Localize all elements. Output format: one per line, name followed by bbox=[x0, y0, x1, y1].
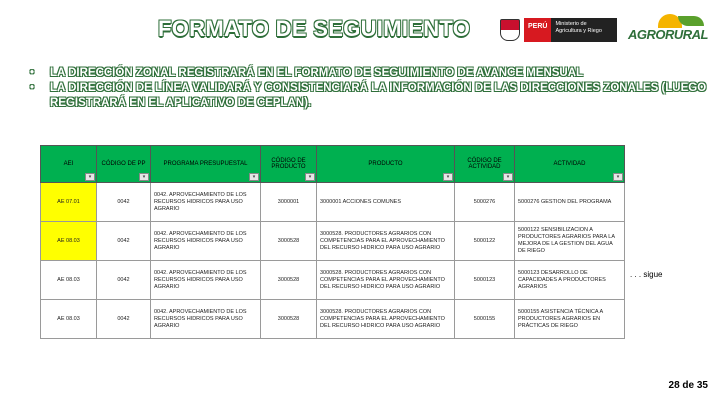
header-label: PROGRAMA PRESUPUESTAL bbox=[163, 161, 248, 167]
header-producto[interactable] bbox=[317, 146, 455, 183]
header-label: ACTIVIDAD bbox=[553, 161, 586, 167]
agrorural-logo bbox=[628, 14, 708, 44]
cell-aei[interactable]: AE 08.03 bbox=[41, 300, 97, 339]
header-label: PRODUCTO bbox=[368, 161, 403, 167]
cell-codigo-producto[interactable]: 3000528 bbox=[261, 261, 317, 300]
cell-codigo-pp[interactable]: 0042 bbox=[97, 300, 151, 339]
header-aei[interactable] bbox=[41, 146, 97, 183]
cell-programa[interactable]: 0042. APROVECHAMIENTO DE LOS RECURSOS HIDRICOS PARA USO AGRARIO bbox=[151, 222, 261, 261]
cell-programa[interactable]: 0042. APROVECHAMIENTO DE LOS RECURSOS HIDRICOS PARA USO AGRARIO bbox=[151, 183, 261, 222]
cell-codigo-actividad[interactable]: 5000123 bbox=[455, 261, 515, 300]
page-number: 28 de 35 bbox=[668, 380, 708, 391]
table-row bbox=[41, 261, 625, 300]
filter-dropdown-icon[interactable]: ▾ bbox=[443, 173, 453, 181]
bullet-icon: • bbox=[30, 67, 35, 79]
filter-dropdown-icon[interactable]: ▾ bbox=[85, 173, 95, 181]
table-row bbox=[41, 300, 625, 339]
table-header-row bbox=[41, 146, 625, 183]
cell-codigo-producto[interactable]: 3000528 bbox=[261, 222, 317, 261]
header-label: CÓDIGO DE ACTIVIDAD bbox=[467, 158, 502, 170]
cell-producto[interactable]: 3000528. PRODUCTORES AGRARIOS CON COMPETENCIAS PARA EL APROVECHAMIENTO DEL RECURSO HIDRICO PARA USO AGRARIO bbox=[317, 300, 455, 339]
table-row bbox=[41, 183, 625, 222]
continue-note: . . . sigue bbox=[630, 270, 663, 279]
header-codigo-actividad[interactable] bbox=[455, 146, 515, 183]
cell-codigo-actividad[interactable]: 5000155 bbox=[455, 300, 515, 339]
cell-actividad[interactable]: 5000276 GESTION DEL PROGRAMA bbox=[515, 183, 625, 222]
cell-codigo-actividad[interactable]: 5000122 bbox=[455, 222, 515, 261]
coat-of-arms-icon bbox=[500, 19, 520, 41]
leaf-icon bbox=[678, 16, 704, 26]
bullet-list bbox=[30, 66, 710, 111]
cell-programa[interactable]: 0042. APROVECHAMIENTO DE LOS RECURSOS HIDRICOS PARA USO AGRARIO bbox=[151, 300, 261, 339]
ministry-logo bbox=[500, 17, 617, 43]
cell-producto[interactable]: 3000001 ACCIONES COMUNES bbox=[317, 183, 455, 222]
header-label: CÓDIGO DE PP bbox=[101, 161, 146, 167]
tracking-table bbox=[40, 145, 625, 339]
header-codigo-pp[interactable] bbox=[97, 146, 151, 183]
cell-producto[interactable]: 3000528. PRODUCTORES AGRARIOS CON COMPETENCIAS PARA EL APROVECHAMIENTO DEL RECURSO HIDRICO PARA USO AGRARIO bbox=[317, 261, 455, 300]
filter-dropdown-icon[interactable]: ▾ bbox=[249, 173, 259, 181]
cell-codigo-pp[interactable]: 0042 bbox=[97, 261, 151, 300]
cell-aei[interactable]: AE 07.01 bbox=[41, 183, 97, 222]
filter-dropdown-icon[interactable]: ▾ bbox=[139, 173, 149, 181]
cell-codigo-producto[interactable]: 3000001 bbox=[261, 183, 317, 222]
header-codigo-producto[interactable] bbox=[261, 146, 317, 183]
cell-codigo-pp[interactable]: 0042 bbox=[97, 222, 151, 261]
cell-codigo-actividad[interactable]: 5000276 bbox=[455, 183, 515, 222]
bullet-icon: • bbox=[30, 82, 35, 94]
bullet-item bbox=[30, 81, 710, 111]
bullet-item bbox=[30, 66, 710, 81]
cell-programa[interactable]: 0042. APROVECHAMIENTO DE LOS RECURSOS HIDRICOS PARA USO AGRARIO bbox=[151, 261, 261, 300]
header-programa[interactable] bbox=[151, 146, 261, 183]
cell-codigo-pp[interactable]: 0042 bbox=[97, 183, 151, 222]
cell-codigo-producto[interactable]: 3000528 bbox=[261, 300, 317, 339]
filter-dropdown-icon[interactable]: ▾ bbox=[503, 173, 513, 181]
cell-aei[interactable]: AE 08.03 bbox=[41, 261, 97, 300]
table-row bbox=[41, 222, 625, 261]
cell-aei[interactable]: AE 08.03 bbox=[41, 222, 97, 261]
cell-producto[interactable]: 3000528. PRODUCTORES AGRARIOS CON COMPETENCIAS PARA EL APROVECHAMIENTO DEL RECURSO HIDRICO PARA USO AGRARIO bbox=[317, 222, 455, 261]
cell-actividad[interactable]: 5000122 SENSIBILIZACION A PRODUCTORES AGRARIOS PARA LA MEJORA DE LA GESTION DEL AGUA DE RIEGO bbox=[515, 222, 625, 261]
header-actividad[interactable] bbox=[515, 146, 625, 183]
slide-title: FORMATO DE SEGUIMIENTO bbox=[158, 16, 471, 41]
header-label: AEI bbox=[63, 161, 74, 167]
cell-actividad[interactable]: 5000123 DESARROLLO DE CAPACIDADES A PRODUCTORES AGRARIOS bbox=[515, 261, 625, 300]
peru-label: PERÚ bbox=[524, 18, 551, 42]
filter-dropdown-icon[interactable]: ▾ bbox=[613, 173, 623, 181]
bullet-text: LA DIRECCIÓN ZONAL REGISTRARÁ EN EL FORMATO DE SEGUIMIENTO DE AVANCE MENSUAL bbox=[50, 67, 584, 79]
ministry-label: Ministerio de Agricultura y Riego bbox=[551, 18, 617, 42]
filter-dropdown-icon[interactable]: ▾ bbox=[305, 173, 315, 181]
agrorural-label: AGRORURAL bbox=[628, 27, 708, 42]
header-label: CÓDIGO DE PRODUCTO bbox=[271, 158, 306, 170]
cell-actividad[interactable]: 5000155 ASISTENCIA TÉCNICA A PRODUCTORES AGRARIOS EN PRÁCTICAS DE RIEGO bbox=[515, 300, 625, 339]
bullet-text: LA DIRECCIÓN DE LÍNEA VALIDARÁ Y CONSISTENCIARÁ LA INFORMACIÓN DE LAS DIRECCIONES ZONALES (LUEGO REGISTRARÁ EN EL APLICATIVO DE CEPLAN). bbox=[50, 82, 707, 109]
